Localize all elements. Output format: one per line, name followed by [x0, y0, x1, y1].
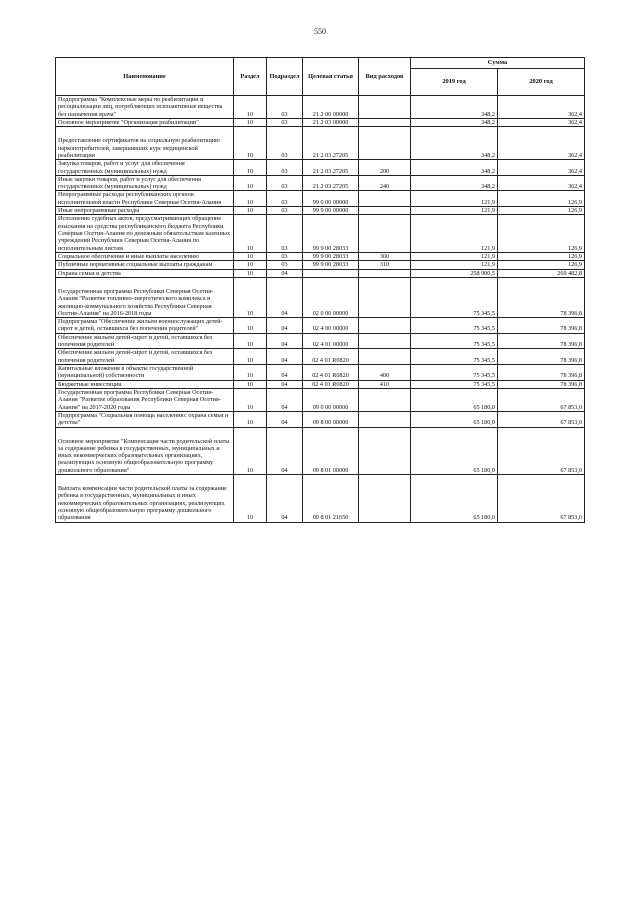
table-row — [56, 252, 585, 260]
row-target: 21 2 03 27205 — [303, 175, 359, 191]
row-subsection: 04 — [267, 333, 303, 349]
row-name: Иные закупки товаров, работ и услуг для обеспечения государственных (муниципальных) нужд — [56, 175, 234, 191]
row-sum-2019: 348,2 — [411, 96, 498, 119]
row-name: Выплата компенсации части родительской платы за содержание ребенка в государственных, муниципальных и иных некоммерческих образовательных организациях, реализующих основную общеобразовательную программу дошкольного образования — [56, 475, 234, 523]
row-expense — [359, 388, 411, 411]
row-target: 09 8 01 21650 — [303, 475, 359, 523]
row-name: Основное мероприятие "Компенсация части родительской платы за содержание ребенка в государственных, муниципальных и иных некоммерческих образовательных организациях, реализующих основную общеобразовательную программу дошкольного образования" — [56, 427, 234, 475]
table-row — [56, 207, 585, 215]
row-sum-2019: 75 345,5 — [411, 333, 498, 349]
table-row — [56, 475, 585, 523]
row-sum-2020: 78 396,8 — [498, 365, 585, 381]
budget-table — [55, 57, 585, 523]
row-expense — [359, 318, 411, 334]
row-sum-2019: 348,2 — [411, 118, 498, 126]
row-sum-2019: 121,9 — [411, 261, 498, 269]
row-sum-2020: 78 396,8 — [498, 318, 585, 334]
row-subsection: 03 — [267, 207, 303, 215]
header-year-2019: 2019 год — [411, 69, 498, 96]
row-sum-2020: 126,9 — [498, 191, 585, 207]
row-name: Государственная программа Республики Северная Осетия-Алания "Развитие образования Республики Северная Осетия-Алания" на 2017-2020 годы — [56, 388, 234, 411]
row-sum-2019: 65 180,0 — [411, 388, 498, 411]
table-row — [56, 277, 585, 317]
table-row — [56, 175, 585, 191]
row-sum-2020: 67 853,0 — [498, 475, 585, 523]
row-name: Подпрограмма "Комплексные меры по реабилитации и ресоциализации лиц, потребляющих психоактивные вещества без назначения врача" — [56, 96, 234, 119]
row-sum-2020: 78 396,8 — [498, 333, 585, 349]
row-subsection: 03 — [267, 96, 303, 119]
row-name: Закупка товаров, работ и услуг для обеспечения государственных (муниципальных) нужд — [56, 160, 234, 176]
row-sum-2020: 269 482,8 — [498, 269, 585, 277]
row-subsection: 03 — [267, 118, 303, 126]
row-target: 02 4 00 00000 — [303, 318, 359, 334]
header-sum: Сумма — [411, 58, 585, 69]
row-target: 02 0 00 00000 — [303, 277, 359, 317]
row-subsection: 03 — [267, 191, 303, 207]
row-sum-2019: 121,9 — [411, 252, 498, 260]
row-name: Подпрограмма "Социальная помощь населению: охрана семьи и детства" — [56, 411, 234, 427]
row-target: 09 0 00 00000 — [303, 388, 359, 411]
row-name: Публичные нормативные социальные выплаты гражданам — [56, 261, 234, 269]
row-expense — [359, 127, 411, 160]
row-expense — [359, 207, 411, 215]
row-sum-2019: 75 345,5 — [411, 380, 498, 388]
header-expense: Вид расходов — [359, 58, 411, 96]
row-sum-2020: 126,9 — [498, 261, 585, 269]
table-row — [56, 160, 585, 176]
row-target: 02 4 01 R0820 — [303, 349, 359, 365]
row-sum-2020: 126,9 — [498, 252, 585, 260]
row-section: 10 — [234, 96, 267, 119]
row-section: 10 — [234, 261, 267, 269]
row-expense — [359, 277, 411, 317]
row-sum-2020: 78 396,8 — [498, 277, 585, 317]
table-row — [56, 191, 585, 207]
header-subsection: Подраздел — [267, 58, 303, 96]
table-row — [56, 427, 585, 475]
row-subsection: 04 — [267, 427, 303, 475]
row-section: 10 — [234, 277, 267, 317]
header-target: Целевая статья — [303, 58, 359, 96]
row-section: 10 — [234, 160, 267, 176]
row-sum-2020: 67 853,0 — [498, 388, 585, 411]
row-sum-2019: 75 345,5 — [411, 349, 498, 365]
row-subsection: 03 — [267, 252, 303, 260]
table-row — [56, 380, 585, 388]
row-section: 10 — [234, 380, 267, 388]
row-subsection: 03 — [267, 215, 303, 253]
row-sum-2020: 78 396,8 — [498, 349, 585, 365]
page-number: 550 — [314, 27, 326, 36]
row-section: 10 — [234, 333, 267, 349]
row-target: 21 2 03 00000 — [303, 118, 359, 126]
row-target: 99 0 00 00000 — [303, 191, 359, 207]
row-section: 10 — [234, 269, 267, 277]
row-target: 21 2 00 00000 — [303, 96, 359, 119]
row-target: 99 9 00 28033 — [303, 261, 359, 269]
row-name: Основное мероприятие "Организация реабилитации" — [56, 118, 234, 126]
table-row — [56, 269, 585, 277]
row-name: Обеспечение жильем детей-сирот и детей, оставшихся без попечения родителей — [56, 333, 234, 349]
row-target: 99 9 00 28033 — [303, 252, 359, 260]
row-expense — [359, 475, 411, 523]
row-subsection: 04 — [267, 365, 303, 381]
row-expense: 240 — [359, 175, 411, 191]
row-subsection: 03 — [267, 261, 303, 269]
table-body — [56, 96, 585, 523]
header-year-2020: 2020 год — [498, 69, 585, 96]
row-expense: 400 — [359, 365, 411, 381]
row-section: 10 — [234, 175, 267, 191]
row-sum-2020: 67 853,0 — [498, 411, 585, 427]
row-name: Охрана семьи и детства — [56, 269, 234, 277]
row-sum-2019: 121,9 — [411, 215, 498, 253]
row-section: 10 — [234, 215, 267, 253]
row-sum-2019: 348,2 — [411, 127, 498, 160]
row-section: 10 — [234, 191, 267, 207]
table-row — [56, 261, 585, 269]
row-section: 10 — [234, 118, 267, 126]
row-sum-2019: 65 180,0 — [411, 475, 498, 523]
row-sum-2019: 258 900,5 — [411, 269, 498, 277]
row-target — [303, 269, 359, 277]
row-expense — [359, 269, 411, 277]
row-section: 10 — [234, 252, 267, 260]
row-section: 10 — [234, 318, 267, 334]
row-sum-2020: 362,4 — [498, 127, 585, 160]
row-expense — [359, 333, 411, 349]
table-row — [56, 318, 585, 334]
row-expense — [359, 96, 411, 119]
row-subsection: 04 — [267, 269, 303, 277]
row-section: 10 — [234, 427, 267, 475]
row-sum-2020: 362,4 — [498, 118, 585, 126]
row-subsection: 03 — [267, 175, 303, 191]
row-subsection: 03 — [267, 127, 303, 160]
row-expense — [359, 215, 411, 253]
row-target: 02 4 01 R0820 — [303, 365, 359, 381]
row-target: 09 8 00 00000 — [303, 411, 359, 427]
row-sum-2019: 348,2 — [411, 175, 498, 191]
row-sum-2019: 75 345,5 — [411, 277, 498, 317]
row-name: Непрограммные расходы республиканских органов исполнительной власти Республики Северная Осетия-Алания — [56, 191, 234, 207]
row-sum-2019: 75 345,5 — [411, 318, 498, 334]
row-name: Подпрограмма "Обеспечение жильем военнослужащих детей-сирот и детей, оставшихся без попечения родителей" — [56, 318, 234, 334]
row-target: 02 4 01 R0820 — [303, 380, 359, 388]
row-sum-2020: 67 853,0 — [498, 427, 585, 475]
row-section: 10 — [234, 349, 267, 365]
row-section: 10 — [234, 388, 267, 411]
row-subsection: 04 — [267, 318, 303, 334]
row-subsection: 04 — [267, 349, 303, 365]
header-section: Раздел — [234, 58, 267, 96]
row-target: 99 9 00 28033 — [303, 215, 359, 253]
row-sum-2020: 78 396,8 — [498, 380, 585, 388]
row-sum-2019: 75 345,5 — [411, 365, 498, 381]
row-sum-2019: 348,2 — [411, 160, 498, 176]
table-row — [56, 333, 585, 349]
row-expense: 200 — [359, 160, 411, 176]
row-sum-2020: 126,9 — [498, 215, 585, 253]
row-expense: 310 — [359, 261, 411, 269]
row-subsection: 04 — [267, 380, 303, 388]
table-row — [56, 349, 585, 365]
row-sum-2020: 362,4 — [498, 96, 585, 119]
row-expense — [359, 191, 411, 207]
header-name: Наименование — [56, 58, 234, 96]
row-section: 10 — [234, 365, 267, 381]
row-sum-2020: 362,4 — [498, 160, 585, 176]
row-name: Бюджетные инвестиции — [56, 380, 234, 388]
table-row — [56, 411, 585, 427]
row-sum-2020: 126,9 — [498, 207, 585, 215]
row-expense: 410 — [359, 380, 411, 388]
row-expense — [359, 349, 411, 365]
table-row — [56, 388, 585, 411]
row-target: 09 8 01 00000 — [303, 427, 359, 475]
row-section: 10 — [234, 411, 267, 427]
row-name: Социальное обеспечение и иные выплаты населению — [56, 252, 234, 260]
row-sum-2020: 362,4 — [498, 175, 585, 191]
table-row — [56, 118, 585, 126]
row-target: 21 2 03 27205 — [303, 127, 359, 160]
row-target: 21 2 03 27205 — [303, 160, 359, 176]
row-subsection: 04 — [267, 411, 303, 427]
row-expense — [359, 427, 411, 475]
row-sum-2019: 121,9 — [411, 207, 498, 215]
row-name: Обеспечение жильем детей-сирот и детей, оставшихся без попечения родителей — [56, 349, 234, 365]
row-sum-2019: 65 180,0 — [411, 411, 498, 427]
row-subsection: 04 — [267, 277, 303, 317]
row-subsection: 03 — [267, 160, 303, 176]
row-name: Государственная программа Республики Северная Осетия-Алания "Развитие топливно-энергетического комплекса и жилищно-коммунального хозяйства Республики Северная Осетия-Алания" на 2016-2018 годы — [56, 277, 234, 317]
table-row — [56, 365, 585, 381]
row-subsection: 04 — [267, 388, 303, 411]
row-target: 02 4 01 00000 — [303, 333, 359, 349]
table-row — [56, 96, 585, 119]
row-sum-2019: 65 180,0 — [411, 427, 498, 475]
row-name: Капитальные вложения в объекты государственной (муниципальной) собственности — [56, 365, 234, 381]
row-section: 10 — [234, 207, 267, 215]
row-sum-2019: 121,9 — [411, 191, 498, 207]
row-expense: 300 — [359, 252, 411, 260]
row-section: 10 — [234, 475, 267, 523]
row-subsection: 04 — [267, 475, 303, 523]
row-name: Иные непрограммные расходы — [56, 207, 234, 215]
row-expense — [359, 411, 411, 427]
table-row — [56, 215, 585, 253]
row-expense — [359, 118, 411, 126]
row-name: Исполнение судебных актов, предусматривающих обращение взыскания на средства республиканского бюджета Республики Северная Осетия-Алания по денежным обязательствам казенных учреждений Республики Северная Осетия-Алания по исполнительным листам — [56, 215, 234, 253]
row-target: 99 9 00 00000 — [303, 207, 359, 215]
row-name: Предоставление сертификатов на социальную реабилитацию наркопотребителей, завершивших курс медицинской реабилитации — [56, 127, 234, 160]
row-section: 10 — [234, 127, 267, 160]
table-row — [56, 127, 585, 160]
